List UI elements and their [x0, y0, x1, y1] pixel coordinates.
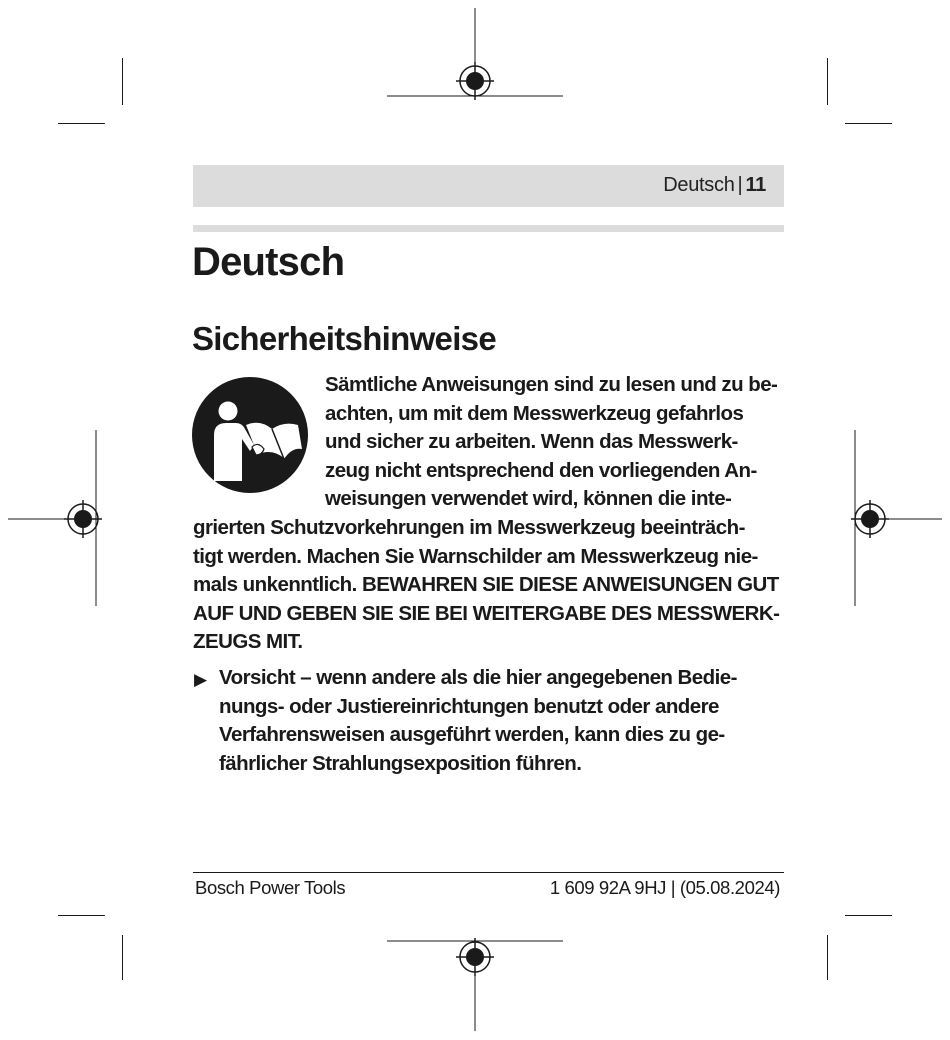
footer-brand: Bosch Power Tools — [195, 877, 346, 898]
registration-mark-left — [8, 430, 138, 608]
crop-mark — [827, 935, 828, 980]
crop-mark — [845, 123, 892, 124]
registration-mark-bottom — [385, 935, 565, 1035]
warning-paragraph — [193, 514, 779, 657]
text-line: weisungen verwendet wird, können die inte- — [325, 487, 732, 510]
text-line: nungs- oder Justiereinrichtungen benutzt oder andere — [219, 694, 719, 718]
text-line: AUF UND GEBEN SIE SIE BEI WEITERGABE DES MESSWERK- — [193, 601, 780, 625]
registration-mark-right — [815, 430, 945, 608]
footer-rule — [193, 872, 784, 873]
crop-mark — [58, 123, 105, 124]
crop-mark — [58, 915, 105, 916]
page-header — [193, 165, 784, 207]
section-title: Sicherheitshinweise — [192, 320, 496, 357]
text-line: Vorsicht – wenn andere als die hier angegebenen Bedie- — [219, 666, 737, 689]
text-line: Sämtliche Anweisungen sind zu lesen und zu be- — [325, 373, 778, 396]
text-line: Verfahrensweisen ausgeführt werden, kann dies zu ge- — [219, 723, 725, 746]
header-separator: | — [737, 174, 743, 196]
bullet-item — [219, 664, 737, 778]
page-number: 11 — [745, 174, 766, 196]
text-line: fährlicher Strahlungsexposition führen. — [219, 751, 582, 775]
header-text — [663, 174, 766, 197]
text-line: mals unkenntlich. BEWAHREN SIE DIESE ANWEISUNGEN GUT — [193, 573, 779, 596]
crop-mark — [122, 935, 123, 980]
intro-paragraph — [325, 371, 777, 514]
read-manual-icon — [192, 377, 308, 493]
text-line: zeug nicht entsprechend den vorliegenden An- — [325, 458, 757, 482]
text-line: ZEUGS MIT. — [193, 630, 303, 653]
footer-doc-number: 1 609 92A 9HJ | (05.08.2024) — [549, 877, 780, 898]
text-line: tigt werden. Machen Sie Warnschilder am Messwerkzeug nie- — [193, 544, 758, 568]
crop-mark — [827, 58, 828, 105]
text-line: achten, um mit dem Messwerkzeug gefahrlos — [325, 401, 744, 425]
text-line: und sicher zu arbeiten. Wenn das Messwerk- — [325, 430, 738, 453]
crop-mark — [845, 915, 892, 916]
crop-mark — [122, 58, 123, 105]
header-rule — [193, 225, 784, 232]
header-language: Deutsch — [663, 174, 735, 196]
text-line: grierten Schutzvorkehrungen im Messwerkzeug beeinträch- — [193, 516, 745, 539]
page-title: Deutsch — [192, 240, 345, 284]
bullet-arrow-icon: ▶ — [194, 670, 208, 689]
registration-mark-top — [385, 8, 565, 120]
